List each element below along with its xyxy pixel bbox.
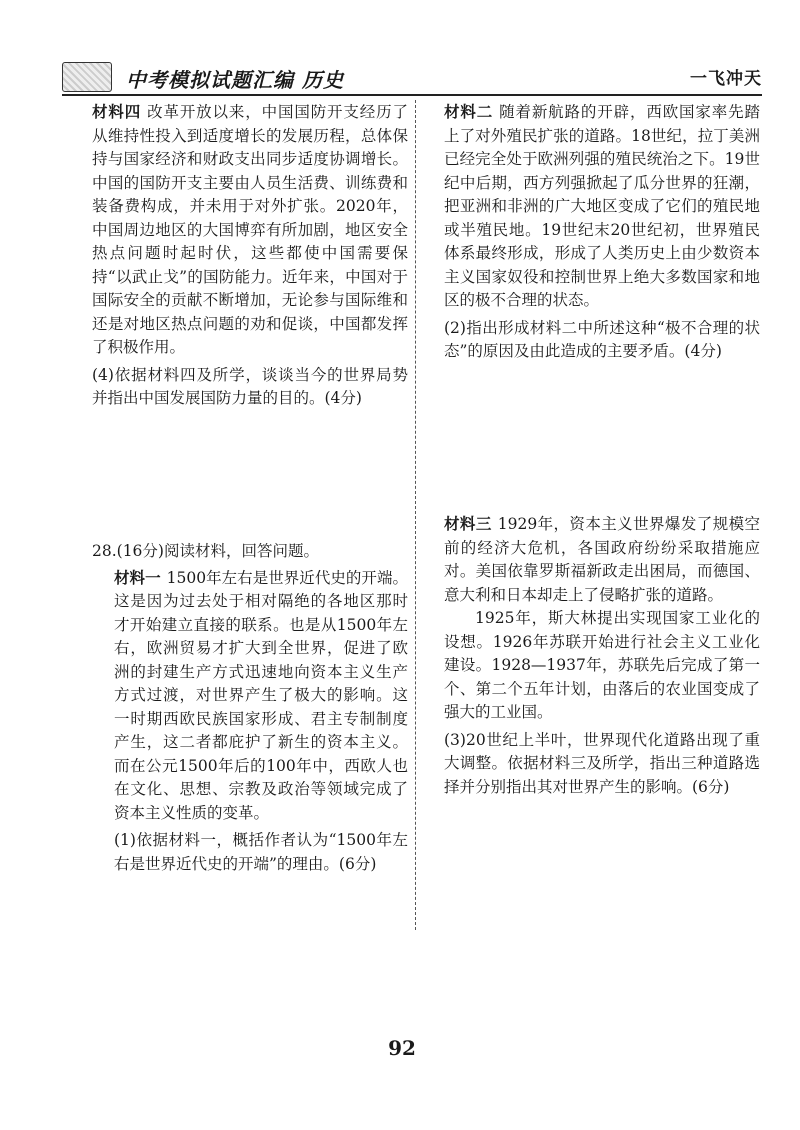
material-three-paragraph-2: 1925年，斯大林提出实现国家工业化的设想。1926年苏联开始进行社会主义工业化建设。1928—1937年，苏联先后完成了第一个、第二个五年计划，由落后的农业国变成了强大的工业国。 [444, 609, 760, 721]
material-four-section [92, 100, 408, 411]
question-4: (4)依据材料四及所学，谈谈当今的世界局势并指出中国发展国防力量的目的。(4分) [92, 365, 408, 407]
material-four-label: 材料四 [92, 102, 142, 121]
column-divider [415, 100, 416, 930]
material-three-label: 材料三 [444, 514, 492, 533]
book-logo-icon [62, 62, 112, 92]
material-two-label: 材料二 [444, 102, 494, 121]
brand-name: 一飞冲天 [690, 69, 762, 89]
material-one-text: 1500年左右是世界近代史的开端。这是因为过去处于相对隔绝的各地区那时才开始建立直接的联系。也是从1500年左右，欧洲贸易才扩大到全世界，促进了欧洲的封建生产方式迅速地向资本主义生产方式过渡，对世界产生了极大的影响。这一时期西欧民族国家形成、君主专制制度产生，这二者都庇护了新生的资本主义。而在公元1500年后的100年中，西欧人也在文化、思想、宗教及政治等领域完成了资本主义性质的变革。 [114, 568, 408, 822]
material-four-paragraph [92, 100, 408, 360]
material-three-paragraph-1 [444, 512, 760, 607]
question-28-section [92, 540, 408, 876]
question-3: (3)20世纪上半叶，世界现代化道路出现了重大调整。依据材料三及所学，指出三种道路选择并分别指出其对世界产生的影响。(6分) [444, 730, 760, 796]
material-four-text: 改革开放以来，中国国防开支经历了从维持性投入到适度增长的发展历程，总体保持与国家经济和财政支出同步适度协调增长。中国的国防开支主要由人员生活费、训练费和装备费构成，并未用于对外扩张。2020年，中国周边地区的大国博弈有所加剧，地区安全热点问题时起时伏，这些都使中国需要保持“以武止戈”的国防能力。近年来，中国对于国际安全的贡献不断增加，无论参与国际维和还是对地区热点问题的劝和促谈，中国都发挥了积极作用。 [92, 103, 408, 356]
material-one-label: 材料一 [114, 567, 161, 587]
page-header [62, 60, 762, 96]
material-three-section [444, 512, 760, 799]
material-one-paragraph [114, 566, 408, 826]
material-two-paragraph [444, 100, 760, 313]
material-two-text: 随着新航路的开辟，西欧国家率先踏上了对外殖民扩张的道路。18世纪，拉丁美洲已经完全处于欧洲列强的殖民统治之下。19世纪中后期，西方列强掀起了瓜分世界的狂潮，把亚洲和非洲的广大地区变成了它们的殖民地或半殖民地。19世纪末20世纪初，世界殖民体系最终形成，形成了人类历史上由少数资本主义国家奴役和控制世界上绝大多数国家和地区的极不合理的状态。 [444, 103, 760, 309]
page-number: 92 [388, 1036, 416, 1060]
question-2: (2)指出形成材料二中所述这种“极不合理的状态”的原因及由此造成的主要矛盾。(4分) [444, 318, 760, 360]
material-two-section [444, 100, 760, 364]
material-three-text-1: 1929年，资本主义世界爆发了规模空前的经济大危机，各国政府纷纷采取措施应对。美国依靠罗斯福新政走出困局，而德国、意大利和日本却走上了侵略扩张的道路。 [444, 515, 760, 604]
question-1: (1)依据材料一，概括作者认为“1500年左右是世界近代史的开端”的理由。(6分) [114, 831, 408, 873]
book-title: 中考模拟试题汇编 历史 [126, 68, 344, 92]
question-28-title: 28.(16分)阅读材料，回答问题。 [92, 542, 319, 560]
